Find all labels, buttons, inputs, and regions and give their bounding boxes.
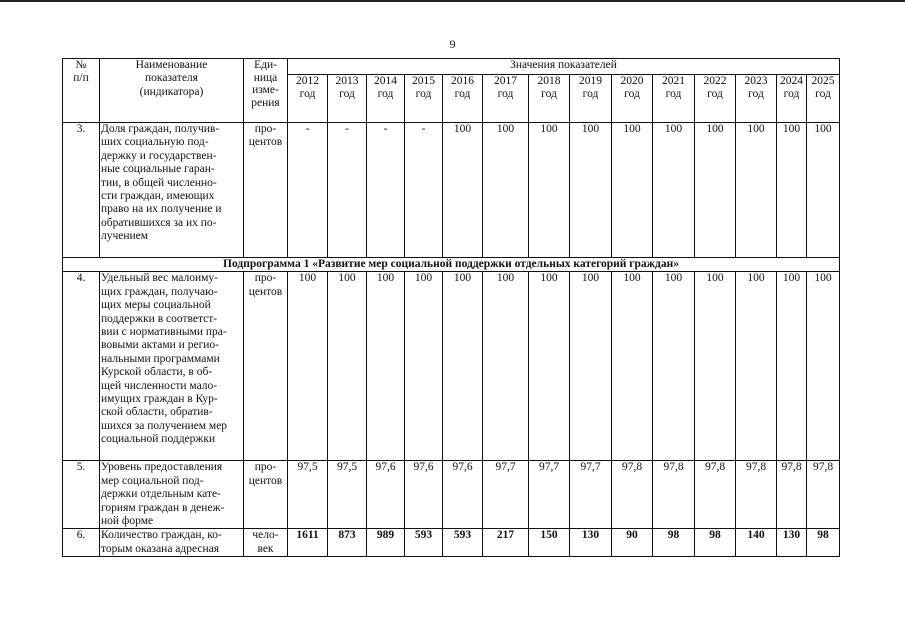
indicators-table: [62, 58, 840, 557]
value-cell: 97,8: [653, 461, 695, 529]
value-cell: 97,5: [288, 461, 328, 529]
value-cell: 150: [529, 529, 570, 557]
value-cell: 130: [570, 529, 612, 557]
value-cell: 100: [443, 123, 483, 258]
value-cell: 98: [807, 529, 840, 557]
value-cell: 100: [695, 123, 736, 258]
value-cell: 100: [405, 272, 443, 461]
value-cell: 97,7: [570, 461, 612, 529]
row-number: 6.: [63, 529, 100, 557]
header-year: 2023 год: [736, 75, 777, 123]
row-number: 3.: [63, 123, 100, 258]
value-cell: 97,6: [405, 461, 443, 529]
value-cell: 100: [483, 272, 529, 461]
unit-cell: чело- век: [244, 529, 288, 557]
subprogram-title: Подпрограмма 1 «Развитие мер социальной поддержки отдельных категорий граждан»: [63, 258, 840, 272]
value-cell: 97,6: [367, 461, 405, 529]
indicator-name: Доля граждан, получив- ших социальную под- держку и государствен- ные социальные гаран- тии, в общей численно- сти граждан, имеющих право на их получение и обратившихся за их по- лучением: [100, 123, 244, 258]
header-values: Значения показателей: [288, 59, 840, 75]
header-year: 2024 год: [777, 75, 807, 123]
header-year: 2014 год: [367, 75, 405, 123]
unit-cell: про- центов: [244, 272, 288, 461]
row-number: 4.: [63, 272, 100, 461]
value-cell: 100: [695, 272, 736, 461]
header-number: № п/п: [63, 59, 100, 123]
header-year: 2016 год: [443, 75, 483, 123]
value-cell: 1611: [288, 529, 328, 557]
value-cell: 100: [807, 272, 840, 461]
value-cell: 989: [367, 529, 405, 557]
value-cell: 100: [612, 123, 653, 258]
value-cell: 100: [483, 123, 529, 258]
indicator-name: Уровень предоставления мер социальной под- держки отдельным кате- гориям граждан в денеж- ной форме: [100, 461, 244, 529]
value-cell: 97,8: [695, 461, 736, 529]
value-cell: -: [405, 123, 443, 258]
header-row-1: [63, 59, 840, 75]
header-year: 2015 год: [405, 75, 443, 123]
value-cell: 97,8: [612, 461, 653, 529]
value-cell: 100: [288, 272, 328, 461]
row-number: 5.: [63, 461, 100, 529]
header-year: 2018 год: [529, 75, 570, 123]
value-cell: 97,6: [443, 461, 483, 529]
value-cell: 97,7: [529, 461, 570, 529]
value-cell: -: [288, 123, 328, 258]
indicator-row: [63, 123, 840, 258]
value-cell: 98: [653, 529, 695, 557]
header-year: 2022 год: [695, 75, 736, 123]
header-year: 2025 год: [807, 75, 840, 123]
value-cell: 217: [483, 529, 529, 557]
indicator-row: [63, 529, 840, 557]
value-cell: 130: [777, 529, 807, 557]
indicator-name: Количество граждан, ко- торым оказана адресная: [100, 529, 244, 557]
value-cell: 100: [570, 123, 612, 258]
header-year: 2020 год: [612, 75, 653, 123]
value-cell: 100: [807, 123, 840, 258]
header-year: 2013 год: [328, 75, 367, 123]
value-cell: -: [328, 123, 367, 258]
value-cell: 100: [529, 123, 570, 258]
value-cell: 100: [328, 272, 367, 461]
unit-cell: про- центов: [244, 461, 288, 529]
value-cell: 100: [736, 123, 777, 258]
value-cell: 97,8: [777, 461, 807, 529]
value-cell: 97,5: [328, 461, 367, 529]
value-cell: 90: [612, 529, 653, 557]
header-indicator-name: Наименование показателя (индикатора): [100, 59, 244, 123]
header-year: 2021 год: [653, 75, 695, 123]
value-cell: 100: [612, 272, 653, 461]
value-cell: 100: [777, 123, 807, 258]
indicator-row: [63, 461, 840, 529]
unit-cell: про- центов: [244, 123, 288, 258]
value-cell: 100: [777, 272, 807, 461]
value-cell: 593: [443, 529, 483, 557]
value-cell: 873: [328, 529, 367, 557]
header-unit: Еди- ница изме- рения: [244, 59, 288, 123]
value-cell: 97,7: [483, 461, 529, 529]
page-number: 9: [449, 37, 456, 51]
value-cell: 100: [653, 123, 695, 258]
subprogram-row: [63, 258, 840, 272]
value-cell: 100: [736, 272, 777, 461]
header-year: 2012 год: [288, 75, 328, 123]
indicator-row: [63, 272, 840, 461]
value-cell: 97,8: [807, 461, 840, 529]
value-cell: 100: [367, 272, 405, 461]
value-cell: 98: [695, 529, 736, 557]
indicator-name: Удельный вес малоиму- щих граждан, получаю- щих меры социальной поддержки в соответст- вии с нормативными пра- вовыми актами и регио- нальными программами Курской области, в об- щей численности мало- имущих граждан в Кур- ской области, обратив- шихся за получением мер социальной поддержки: [100, 272, 244, 461]
top-border-line: [0, 0, 905, 2]
header-year: 2017 год: [483, 75, 529, 123]
value-cell: 97,8: [736, 461, 777, 529]
value-cell: 100: [443, 272, 483, 461]
value-cell: -: [367, 123, 405, 258]
value-cell: 100: [653, 272, 695, 461]
value-cell: 100: [570, 272, 612, 461]
value-cell: 593: [405, 529, 443, 557]
value-cell: 100: [529, 272, 570, 461]
header-year: 2019 год: [570, 75, 612, 123]
value-cell: 140: [736, 529, 777, 557]
